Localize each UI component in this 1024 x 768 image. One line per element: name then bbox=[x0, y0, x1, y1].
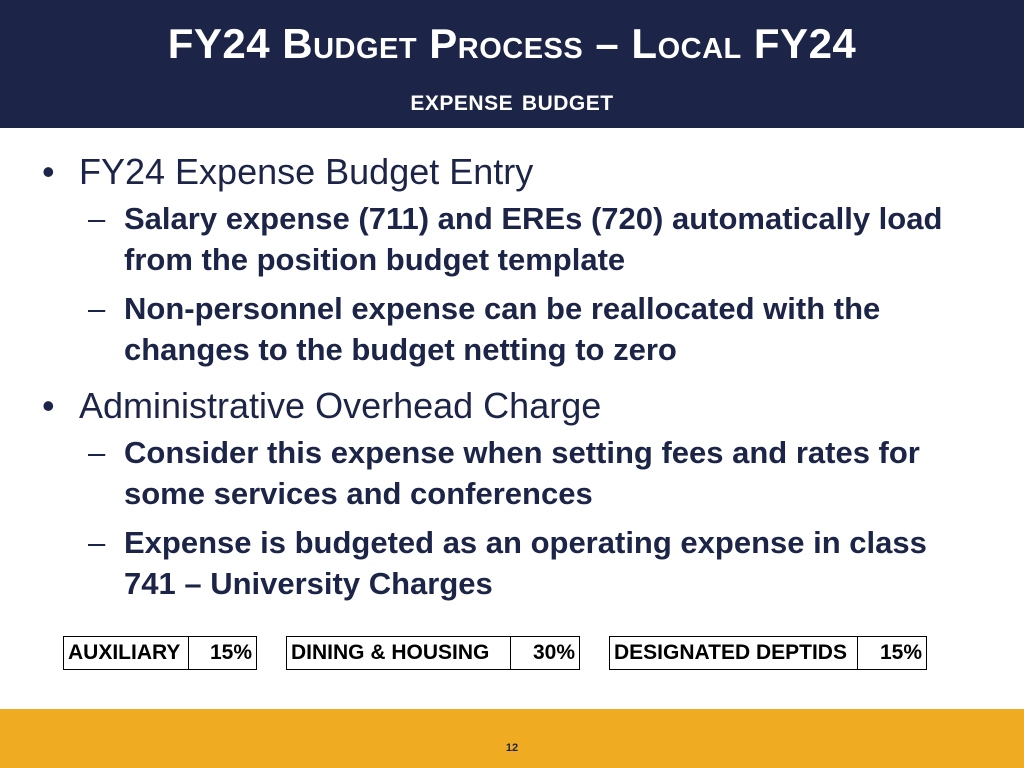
bullet-icon: • bbox=[42, 385, 55, 426]
subitem-text: Salary expense (711) and EREs (720) automatically load from the position budget template bbox=[124, 201, 943, 277]
rate-percent: 15% bbox=[209, 641, 252, 664]
rate-name: AUXILIARY bbox=[64, 637, 189, 669]
overhead-rates-table bbox=[0, 636, 1024, 670]
rate-designated-deptids bbox=[609, 636, 927, 670]
bullet-text: FY24 Expense Budget Entry bbox=[79, 151, 534, 192]
bullet-administrative-overhead bbox=[0, 384, 1024, 428]
subitem-text: Expense is budgeted as an operating expense in class 741 – University Charges bbox=[124, 525, 927, 601]
slide-body bbox=[0, 150, 1024, 612]
slide-subtitle: expense budget bbox=[410, 84, 614, 117]
subitem-text: Consider this expense when setting fees and rates for some services and conferences bbox=[124, 435, 920, 511]
subitem-salary-expense bbox=[0, 198, 1024, 280]
bullet-expense-budget-entry bbox=[0, 150, 1024, 194]
subitem-non-personnel-expense bbox=[0, 288, 1024, 370]
bullet-text: Administrative Overhead Charge bbox=[79, 385, 602, 426]
rate-dining-housing bbox=[286, 636, 580, 670]
rate-name: DESIGNATED DEPTIDS bbox=[610, 637, 858, 669]
subitem-consider-expense bbox=[0, 432, 1024, 514]
subitem-operating-expense bbox=[0, 522, 1024, 604]
subitem-text: Non-personnel expense can be reallocated with the changes to the budget netting to zero bbox=[124, 291, 881, 367]
dash-icon: – bbox=[88, 525, 106, 560]
page-number: 12 bbox=[505, 742, 519, 754]
rate-percent: 30% bbox=[532, 641, 575, 664]
slide-header bbox=[0, 0, 1024, 128]
dash-icon: – bbox=[88, 201, 106, 236]
rate-name: DINING & HOUSING bbox=[287, 637, 511, 669]
rate-percent: 15% bbox=[879, 641, 922, 664]
slide-title: FY24 Budget Process – Local FY24 bbox=[167, 20, 857, 67]
rate-auxiliary bbox=[63, 636, 257, 670]
bullet-icon: • bbox=[42, 151, 55, 192]
dash-icon: – bbox=[88, 435, 106, 470]
dash-icon: – bbox=[88, 291, 106, 326]
slide-footer bbox=[0, 709, 1024, 768]
